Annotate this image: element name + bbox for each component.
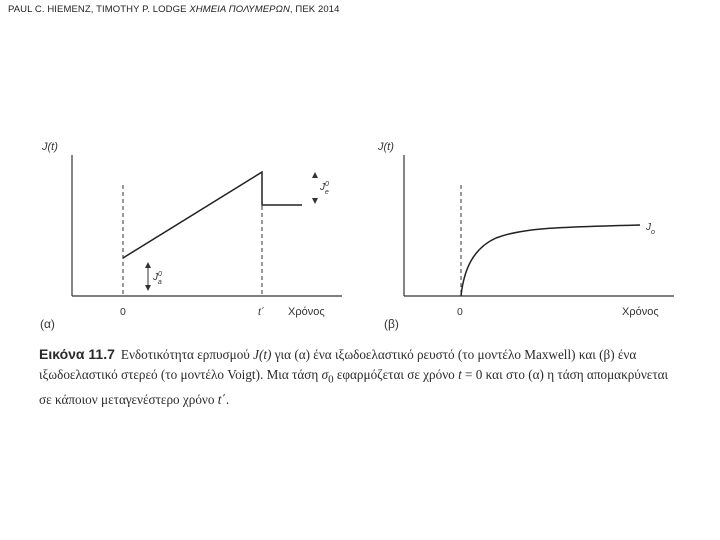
caption-part-5: . — [225, 391, 230, 407]
panel-b-y-label: J(t) — [378, 141, 394, 153]
caption-sigma-sub: 0 — [328, 373, 334, 386]
caption-label: Εικόνα 11.7 — [39, 346, 115, 362]
panel-a-x-label: Χρόνος — [288, 306, 325, 318]
panel-b-compliance-curve — [461, 225, 640, 296]
caption-part-3: εφαρμόζεται σε χρόνο — [333, 367, 459, 382]
caption-jt: J(t) — [253, 347, 272, 362]
panel-a-ja-arrow-down-icon — [145, 285, 151, 291]
panel-b-tick-zero: 0 — [457, 306, 463, 318]
header-book-title: ΧΗΜΕΙΑ ΠΟΛΥΜΕΡΩΝ — [189, 4, 290, 15]
header-authors: PAUL C. HIEMENZ, TIMOTHY P. LODGE — [8, 4, 190, 15]
panel-b-jo-label: $J_o$ — [646, 222, 655, 236]
caption-t-var: t — [458, 367, 462, 382]
panel-a-compliance-curve — [123, 172, 302, 258]
panel-a-tag: (α) — [40, 317, 55, 331]
caption-sigma: σ — [321, 367, 329, 382]
figure-caption — [39, 344, 679, 410]
panel-a — [40, 141, 342, 331]
panel-a-je-label: $J^0$ e — [320, 181, 329, 196]
caption-part-2: για (α) ένα ιξωδοελαστικό ρευστό (το μοντέλο Maxwell) και (β) ένα ιξωδοελαστικό στερεό (το μοντέλο Voigt). Μια τάση — [39, 347, 637, 382]
caption-part-1: Ενδοτικότητα ερπυσμού — [120, 347, 254, 362]
panel-b-x-label: Χρόνος — [622, 306, 659, 318]
panel-a-y-label: J(t) — [42, 141, 58, 153]
header-publisher: , ΠΕΚ 2014 — [289, 4, 340, 15]
caption-t-prime: t΄ — [217, 391, 226, 407]
panel-a-ja-label: $J^0$ a — [153, 271, 162, 286]
panel-b — [377, 141, 674, 331]
panel-a-ja-arrow-up-icon — [145, 262, 151, 268]
panel-b-tag: (β) — [384, 317, 399, 331]
panel-a-tick-zero: 0 — [120, 306, 126, 318]
panel-a-je-arrow-up-icon — [312, 172, 318, 178]
panel-a-tick-tprime: t΄ — [258, 306, 265, 318]
panel-a-je-arrow-down-icon — [312, 198, 318, 204]
caption-part-4: = 0 και στο (α) η τάση απομακρύνεται σε κάποιον μεταγενέστερο χρόνο — [39, 367, 669, 407]
